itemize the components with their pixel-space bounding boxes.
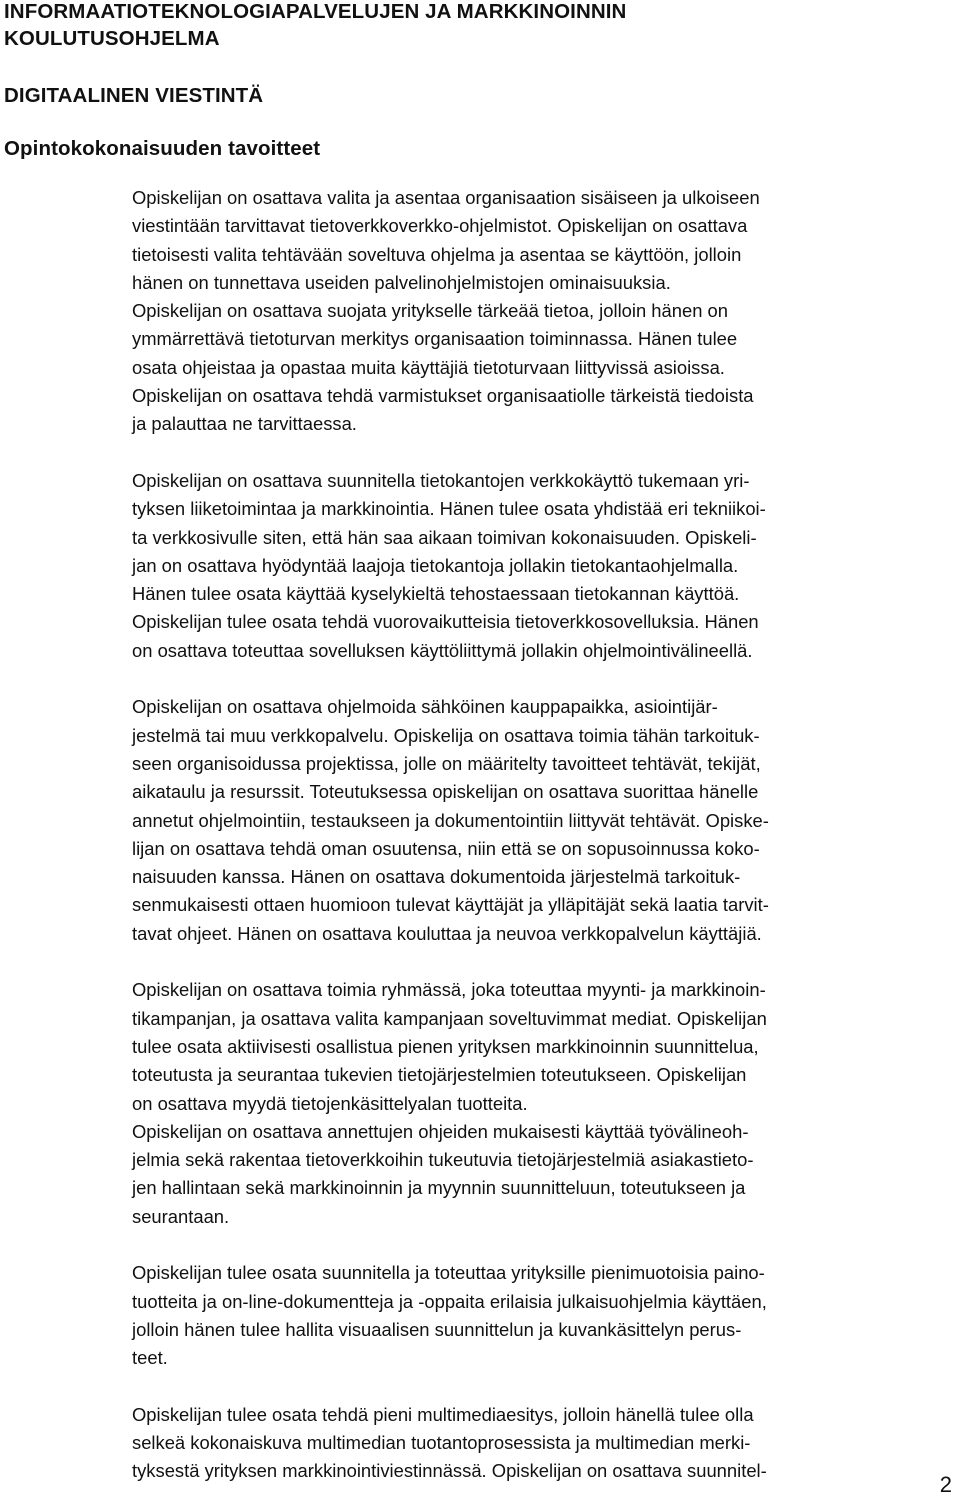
paragraph-line: toteutusta ja seurantaa tukevien tietojärjestelmien toteutukseen. Opiskelijan xyxy=(132,1064,747,1086)
paragraph-line: Opiskelijan on osattava suunnitella tietokantojen verkkokäyttö tukemaan yri- xyxy=(132,469,750,491)
paragraph-line: Opiskelijan tulee osata tehdä pieni multimediaesitys, jolloin hänellä tulee olla xyxy=(132,1403,754,1425)
paragraph-line: annetut ohjelmointiin, testaukseen ja dokumentointiin liittyvät tehtävät. Opiske- xyxy=(132,809,769,831)
body-text xyxy=(132,184,954,1486)
paragraph-line: tavat ohjeet. Hänen on osattava kouluttaa ja neuvoa verkkopalvelun käyttäjiä. xyxy=(132,922,762,944)
paragraph-line: naisuuden kanssa. Hänen on osattava dokumentoida järjestelmä tarkoituk- xyxy=(132,866,741,888)
paragraph-line: Opiskelijan on osattava suojata yritykselle tärkeää tietoa, jolloin hänen on xyxy=(132,300,729,322)
paragraph-gap xyxy=(132,948,954,976)
goals-title: Opintokokonaisuuden tavoitteet xyxy=(4,137,321,160)
paragraph-line: Opiskelijan tulee osata suunnitella ja toteuttaa yrityksille pienimuotoisia paino- xyxy=(132,1262,765,1284)
paragraph-line: ymmärrettävä tietoturvan merkitys organisaation toiminnassa. Hänen tulee xyxy=(132,328,738,350)
paragraph-line: Opiskelijan on osattava tehdä varmistukset organisaatiolle tärkeistä tiedoista xyxy=(132,385,754,407)
paragraph-line: jen hallintaan sekä markkinoinnin ja myynnin suunnitteluun, toteutukseen ja xyxy=(132,1177,746,1199)
paragraph-line: tietoisesti valita tehtävään soveltuva ohjelma ja asentaa se käyttöön, jolloin xyxy=(132,243,742,265)
paragraph-line: tulee osata aktiivisesti osallistua pienen yrityksen markkinoinnin suunnittelua, xyxy=(132,1035,759,1057)
paragraph-line: jelmia sekä rakentaa tietoverkkoihin tukeutuvia tietojärjestelmiä asiakastieto- xyxy=(132,1149,754,1171)
paragraph-line: Hänen tulee osata käyttää kyselykieltä tehostaessaan tietokannan käyttöä. xyxy=(132,583,740,605)
paragraph-line: tuotteita ja on-line-dokumentteja ja -oppaita erilaisia julkaisuohjelmia käyttäen, xyxy=(132,1290,767,1312)
paragraph-line: senmukaisesti ottaen huomioon tulevat käyttäjät ja ylläpitäjät sekä laatia tarvit- xyxy=(132,894,769,916)
paragraph-line: on osattava toteuttaa sovelluksen käyttöliittymä jollakin ohjelmointivälineellä. xyxy=(132,639,753,661)
paragraph-line: on osattava myydä tietojenkäsittelyalan tuotteita. xyxy=(132,1092,528,1114)
program-title xyxy=(4,0,626,52)
paragraph-line: tikampanjan, ja osattava valita kampanjaan soveltuvimmat mediat. Opiskelijan xyxy=(132,1007,767,1029)
paragraph-line: ta verkkosivulle siten, että hän saa aikaan toimivan kokonaisuuden. Opiskeli- xyxy=(132,526,757,548)
paragraph-line: tyksestä yrityksen markkinointiviestinnässä. Opiskelijan on osattava suunnitel- xyxy=(132,1460,767,1482)
paragraph-line: jestelmä tai muu verkkopalvelu. Opiskelija on osattava toimia tähän tarkoituk- xyxy=(132,724,760,746)
paragraph-gap xyxy=(132,439,954,467)
paragraph-line: seen organisoidussa projektissa, jolle on määritelty tavoitteet tehtävät, tekijät, xyxy=(132,752,761,774)
paragraph-line: ja palauttaa ne tarvittaessa. xyxy=(132,413,357,435)
paragraph-gap xyxy=(132,665,954,693)
paragraph-line: jolloin hänen tulee hallita visuaalisen suunnittelun ja kuvankäsittelyn perus- xyxy=(132,1318,742,1340)
paragraph-line: Opiskelijan on osattava toimia ryhmässä, joka toteuttaa myynti- ja markkinoin- xyxy=(132,979,766,1001)
paragraph-line: Opiskelijan on osattava annettujen ohjeiden mukaisesti käyttää työvälineoh- xyxy=(132,1120,749,1142)
paragraph-line: selkeä kokonaiskuva multimedian tuotantoprosessista ja multimedian merki- xyxy=(132,1432,751,1454)
paragraph-line: jan on osattava hyödyntää laajoja tietokantoja jollakin tietokantaohjelmalla. xyxy=(132,554,739,576)
program-title-line-2: KOULUTUSOHJELMA xyxy=(4,27,220,50)
paragraph-line: Opiskelijan tulee osata tehdä vuorovaikutteisia tietoverkkosovelluksia. Hänen xyxy=(132,611,759,633)
paragraph-line: lijan on osattava tehdä oman osuutensa, niin että se on sopusoinnussa koko- xyxy=(132,837,760,859)
paragraph-line: osata ohjeistaa ja opastaa muita käyttäjiä tietoturvaan liittyvissä asioissa. xyxy=(132,356,725,378)
paragraph-line: seurantaan. xyxy=(132,1205,230,1227)
page-number: 2 xyxy=(939,1472,952,1497)
paragraph-line: aikataulu ja resurssit. Toteutuksessa opiskelijan on osattava suorittaa hänelle xyxy=(132,781,759,803)
paragraph-line: tyksen liiketoimintaa ja markkinointia. Hänen tulee osata yhdistää eri tekniikoi- xyxy=(132,498,766,520)
paragraph-line: teet. xyxy=(132,1347,168,1369)
paragraph-gap xyxy=(132,1372,954,1400)
program-title-line-1: INFORMAATIOTEKNOLOGIAPALVELUJEN JA MARKKINOINNIN xyxy=(4,0,627,23)
paragraph-line: viestintään tarvittavat tietoverkkoverkko-ohjelmistot. Opiskelijan on osattava xyxy=(132,215,748,237)
paragraph-line: hänen on tunnettava useiden palvelinohjelmistojen ominaisuuksia. xyxy=(132,271,671,293)
paragraph-line: Opiskelijan on osattava ohjelmoida sähköinen kauppapaikka, asiointijär- xyxy=(132,696,718,718)
section-title: DIGITAALINEN VIESTINTÄ xyxy=(4,84,264,107)
paragraph-line: Opiskelijan on osattava valita ja asentaa organisaation sisäiseen ja ulkoiseen xyxy=(132,187,760,208)
paragraph-gap xyxy=(132,1231,954,1259)
